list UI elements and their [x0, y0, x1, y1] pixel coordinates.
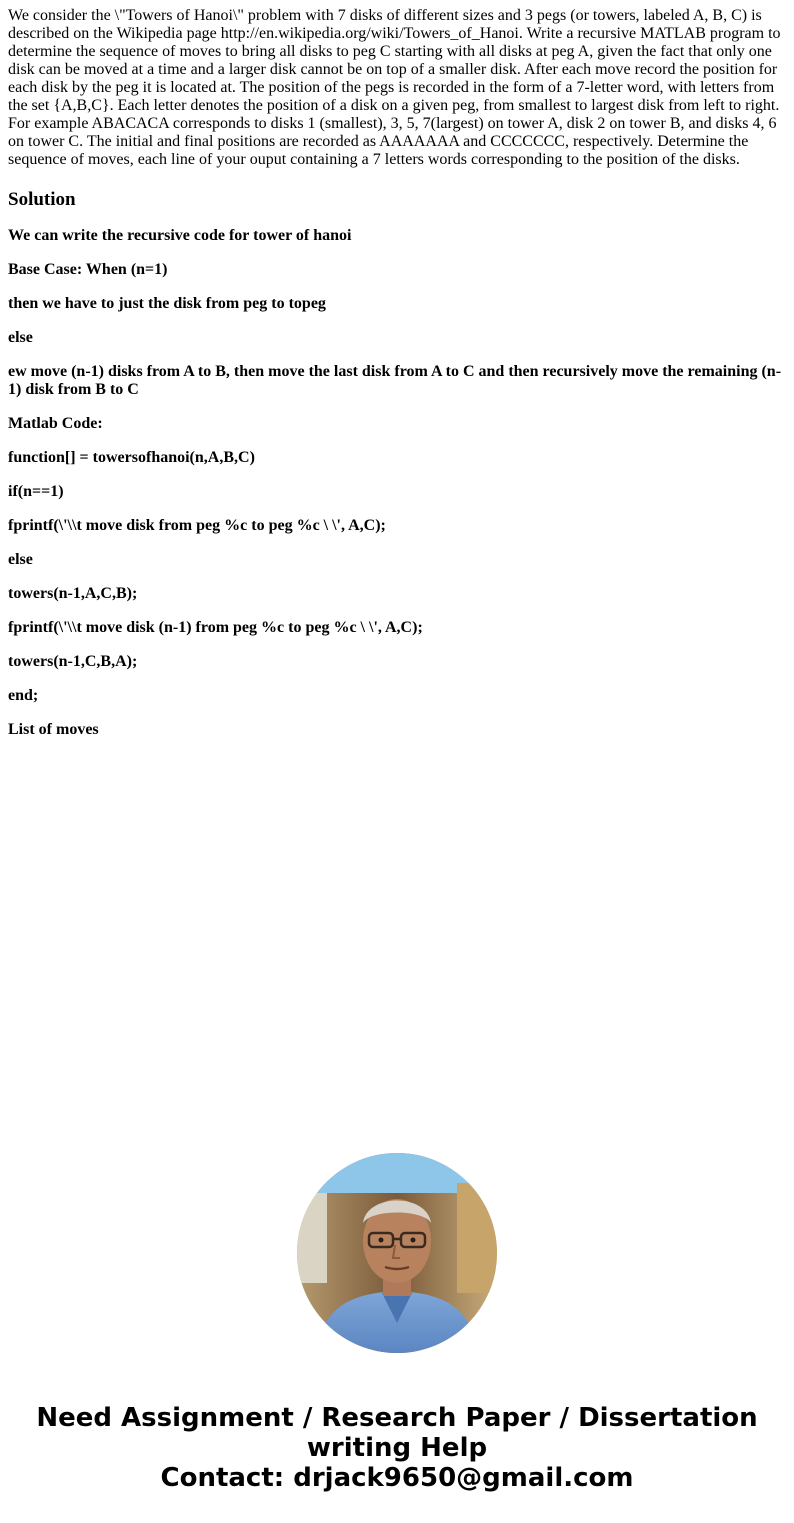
code-line: if(n==1) [8, 483, 64, 500]
solution-step: We can write the recursive code for tower of hanoi [8, 227, 352, 244]
code-line: function[] = towersofhanoi(n,A,B,C) [8, 449, 255, 466]
question-text: We consider the \"Towers of Hanoi\" problem with 7 disks of different sizes and 3 pegs (or towers, labeled A, B, C) is described on the Wikipedia page http://en.wikipedia.org/wiki/Towers_of_Hanoi. Write a recursive MATLAB program to determine the sequence of moves to bring all disks to peg C starting with all disks at peg A, given the fact that only one disk can be moved at a time and a larger disk cannot be on top of a smaller disk. After each move record the position for each disk by the peg it is located at. The position of the pegs is recorded in the form of a 7-letter word, with letters from the set {A,B,C}. Each letter denotes the position of a disk on a given peg, from smallest to largest disk from left to right. For example ABACACA corresponds to disks 1 (smallest), 3, 5, 7(largest) on tower A, disk 2 on tower B, and disks 4, 6 on tower C. The initial and final positions are recorded as AAAAAAA and CCCCCCC, respectively. Determine the sequence of moves, each line of your ouput containing a 7 letters words corresponding to the position of the disks. [8, 7, 781, 168]
solution-heading: Solution [8, 189, 76, 210]
footer-line-1: Need Assignment / Research Paper / Dissertation [36, 1403, 758, 1433]
code-line: else [8, 551, 33, 568]
solution-steps [8, 227, 786, 739]
solution-step: Matlab Code: [8, 415, 103, 432]
footer-banner [0, 1403, 794, 1493]
footer-contact: Contact: drjack9650@gmail.com [160, 1463, 634, 1493]
author-avatar [297, 1153, 497, 1353]
solution-step: Base Case: When (n=1) [8, 261, 168, 278]
code-line: end; [8, 687, 39, 704]
code-line: fprintf(\'\\t move disk (n-1) from peg %c to peg %c \ \', A,C); [8, 619, 423, 636]
code-line: towers(n-1,A,C,B); [8, 585, 138, 602]
author-photo [297, 1153, 497, 1353]
document-body [8, 7, 786, 755]
code-line: towers(n-1,C,B,A); [8, 653, 138, 670]
solution-step: List of moves [8, 721, 99, 738]
footer-line-2: writing Help [306, 1433, 488, 1463]
solution-step: ew move (n-1) disks from A to B, then move the last disk from A to C and then recursively move the remaining (n-1) disk from B to C [8, 363, 782, 398]
solution-step: else [8, 329, 33, 346]
code-line: fprintf(\'\\t move disk from peg %c to peg %c \ \', A,C); [8, 517, 386, 534]
solution-step: then we have to just the disk from peg to topeg [8, 295, 326, 312]
